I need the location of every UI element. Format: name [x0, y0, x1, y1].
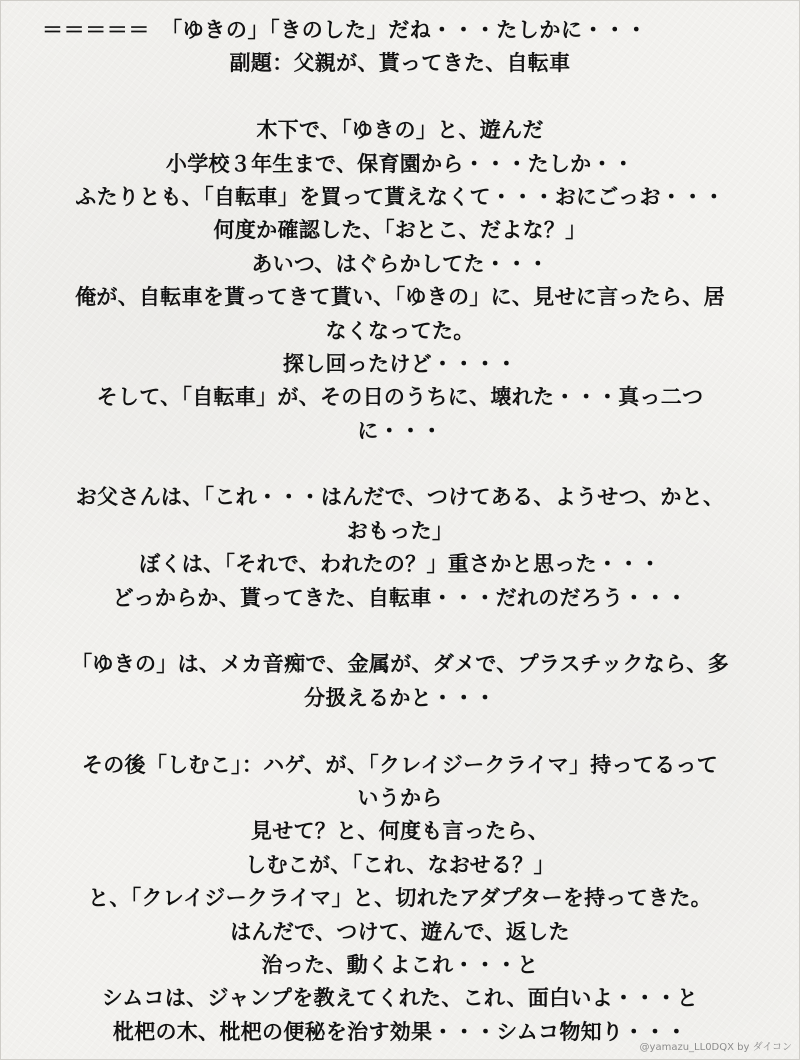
text-line: あいつ、はぐらかしてた・・・ — [251, 251, 549, 276]
text-line: どっからか、貰ってきた、自転車・・・だれのだろう・・・ — [112, 585, 688, 610]
credit-watermark: @yamazu_LL0DQX by ダイコン — [639, 1042, 792, 1053]
text-line: 分扱えるかと・・・ — [304, 685, 496, 710]
text-line: シムコは、ジャンプを教えてくれた、これ、面白いよ・・・と — [101, 986, 699, 1011]
text-line: 小学校３年生まで、保育園から・・・たしか・・ — [165, 151, 635, 176]
blank-line — [12, 81, 788, 114]
text-line: なくなってた。 — [325, 318, 475, 343]
text-line: 見せて？と、何度も言ったら、 — [250, 819, 550, 844]
text-line: 何度か確認した、「おとこ、だよな？」 — [213, 218, 587, 243]
blank-line — [12, 715, 788, 748]
text-line: 俺が、自転車を貰ってきて貰い、「ゆきの」に、見せに言ったら、居 — [75, 285, 725, 310]
text-line: 治った、動くよこれ・・・と — [261, 952, 539, 977]
text-line: 「ゆきの」は、メカ音痴で、金属が、ダメで、プラスチックなら、多 — [71, 652, 729, 677]
blank-line — [12, 448, 788, 481]
text-line: に・・・ — [357, 418, 443, 443]
text-line: ぼくは、「それで、われたの？」重さかと思った・・・ — [139, 552, 661, 577]
text-line: ふたりとも、「自転車」を買って貰えなくて・・・おにごっお・・・ — [75, 184, 725, 209]
text-line-subtitle: 副題：父親が、貰ってきた、自転車 — [229, 51, 571, 76]
text-line: しむこが、「これ、なおせる？」 — [245, 852, 555, 877]
document-body — [12, 14, 788, 1049]
text-line-heading: ＝＝＝＝＝ 「ゆきの」「きのした」だね・・・たしかに・・・ — [42, 18, 648, 42]
text-line: 枇杷の木、枇杷の便秘を治す効果・・・シムコ物知り・・・ — [112, 1019, 688, 1044]
text-line: はんだで、つけて、遊んで、返した — [230, 919, 570, 944]
text-line: 木下で、「ゆきの」と、遊んだ — [256, 118, 544, 143]
text-line: お父さんは、「これ・・・はんだで、つけてある、ようせつ、かと、 — [75, 485, 725, 510]
blank-line — [12, 615, 788, 648]
text-line: おもった」 — [346, 518, 454, 543]
text-line: 探し回ったけど・・・・ — [282, 351, 518, 376]
text-line: そして、「自転車」が、その日のうちに、壊れた・・・真っ二つ — [96, 385, 704, 410]
text-line: その後「しむこ」：ハゲ、が、「クレイジークライマ」持ってるって — [81, 752, 719, 777]
text-line: いうから — [357, 785, 443, 810]
text-line: と、「クレイジークライマ」と、切れたアダプターを持ってきた。 — [88, 886, 712, 911]
